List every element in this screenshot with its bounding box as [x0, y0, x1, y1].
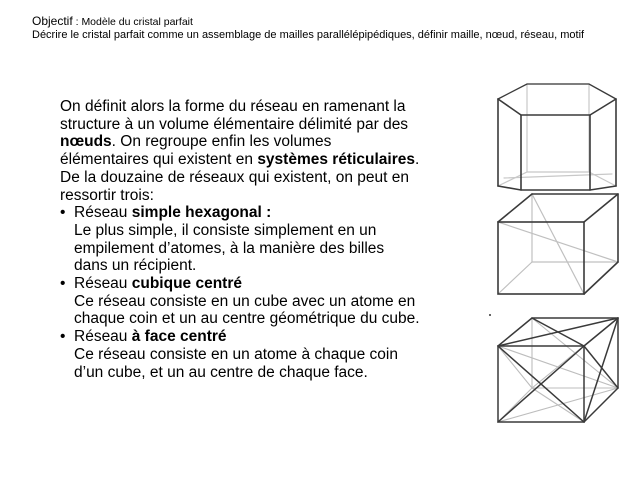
main-text — [60, 98, 422, 381]
lattice-name: à face centré — [131, 328, 227, 346]
list-item-hexagonal: • Réseau simple hexagonal : Le plus simple, il consiste simplement en un empilement d’atomes, à la manière des billes dans un récipient. — [60, 204, 422, 275]
lattice-description: Ce réseau consiste en un atome à chaque coin d’un cube, et un au centre de chaque face. — [74, 345, 398, 381]
intro-paragraph: On définit alors la forme du réseau en ramenant la structure à un volume élémentaire délimité par des nœuds. On regroupe enfin les volumes élémentaires qui existent en systèmes réticulaires. — [60, 98, 420, 169]
header — [32, 14, 622, 43]
lead-paragraph: De la douzaine de réseaux qui existent, on peut en ressortir trois: — [60, 168, 409, 204]
lattice-description: Le plus simple, il consiste simplement en un empilement d’atomes, à la manière des billes dans un récipient. — [74, 221, 385, 275]
objective-line — [32, 14, 622, 29]
term-noeuds: nœuds — [60, 133, 112, 151]
bullet-marker: • — [60, 275, 66, 293]
bullet-marker: • — [60, 204, 66, 222]
lattice-name: simple hexagonal : — [131, 204, 272, 222]
term-systemes-reticulaires: systèmes réticulaires — [257, 151, 415, 169]
hexagonal-lattice-diagram — [494, 82, 624, 192]
objective-description: Décrire le cristal parfait comme un assemblage de mailles parallélépipédiques, définir maille, nœud, réseau, motif — [32, 29, 585, 41]
stray-dot — [489, 314, 491, 316]
lattice-name: cubique centré — [131, 275, 242, 293]
face-centered-cube-diagram — [494, 316, 624, 426]
objective-title: : Modèle du cristal parfait — [72, 16, 193, 28]
list-item-cubic-centered: • Réseau cubique centré Ce réseau consiste en un cube avec un atome en chaque coin et un au centre géométrique du cube. — [60, 275, 422, 328]
objective-label: Objectif — [32, 14, 73, 28]
bullet-marker: • — [60, 328, 66, 346]
lattice-description: Ce réseau consiste en un cube avec un atome en chaque coin et un au centre géométrique du cube. — [74, 292, 420, 328]
lattice-list — [60, 204, 422, 381]
simple-cube-diagram — [494, 192, 624, 298]
list-item-face-centered: • Réseau à face centré Ce réseau consiste en un atome à chaque coin d’un cube, et un au centre de chaque face. — [60, 328, 422, 381]
